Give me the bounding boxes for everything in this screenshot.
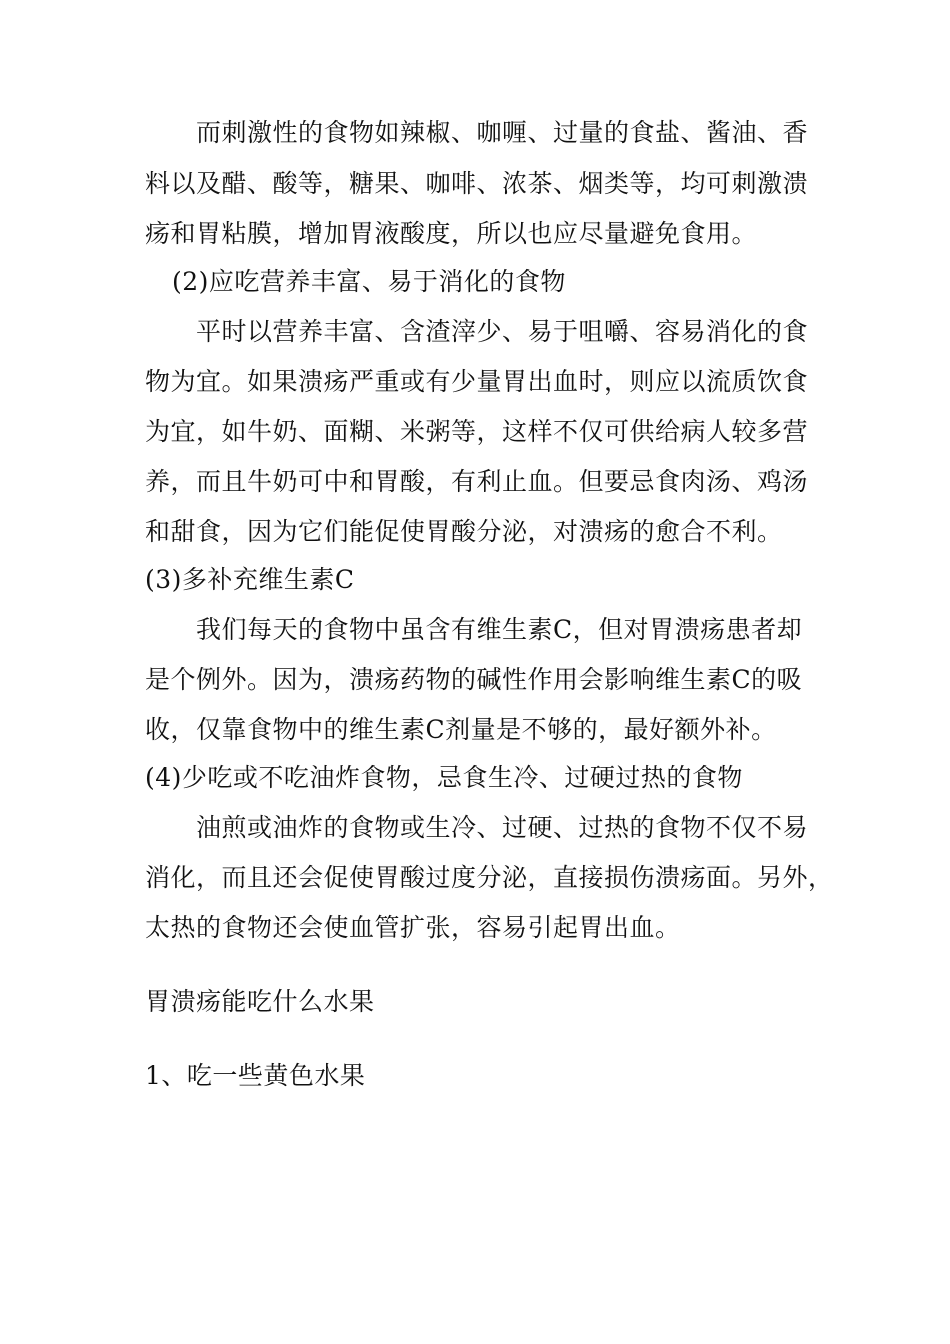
paragraph-line: 物为宜。如果溃疡严重或有少量胃出血时，则应以流质饮食 xyxy=(145,367,809,396)
paragraph-line: 收，仅靠食物中的维生素C剂量是不够的，最好额外补。 xyxy=(145,715,777,744)
section-title: 胃溃疡能吃什么水果 xyxy=(145,987,375,1016)
section-heading: (2)应吃营养丰富、易于消化的食物 xyxy=(172,267,566,296)
paragraph-line: 养，而且牛奶可中和胃酸，有利止血。但要忌食肉汤、鸡汤 xyxy=(145,467,809,496)
paragraph-line: 料以及醋、酸等，糖果、咖啡、浓茶、烟类等，均可刺激溃 xyxy=(145,169,809,198)
subsection-title: 1、吃一些黄色水果 xyxy=(145,1061,366,1090)
paragraph-line: 和甜食，因为它们能促使胃酸分泌，对溃疡的愈合不利。 xyxy=(145,517,783,546)
paragraph-line: 是个例外。因为，溃疡药物的碱性作用会影响维生素C的吸 xyxy=(145,665,803,694)
paragraph-line: 我们每天的食物中虽含有维生素C，但对胃溃疡患者却 xyxy=(196,615,803,644)
paragraph-line: 疡和胃粘膜，增加胃液酸度，所以也应尽量避免食用。 xyxy=(145,219,758,248)
paragraph-line: 油煎或油炸的食物或生冷、过硬、过热的食物不仅不易 xyxy=(196,813,809,842)
paragraph-line: 平时以营养丰富、含渣滓少、易于咀嚼、容易消化的食 xyxy=(196,317,809,346)
section-heading: (4)少吃或不吃油炸食物，忌食生冷、过硬过热的食物 xyxy=(145,763,743,792)
paragraph-line: 而刺激性的食物如辣椒、咖喱、过量的食盐、酱油、香 xyxy=(196,118,809,147)
section-heading: (3)多补充维生素C xyxy=(145,565,355,594)
paragraph-line: 消化，而且还会促使胃酸过度分泌，直接损伤溃疡面。另外， xyxy=(145,863,834,892)
paragraph-line: 为宜，如牛奶、面糊、米粥等，这样不仅可供给病人较多营 xyxy=(145,417,809,446)
paragraph-line: 太热的食物还会使血管扩张，容易引起胃出血。 xyxy=(145,913,681,942)
